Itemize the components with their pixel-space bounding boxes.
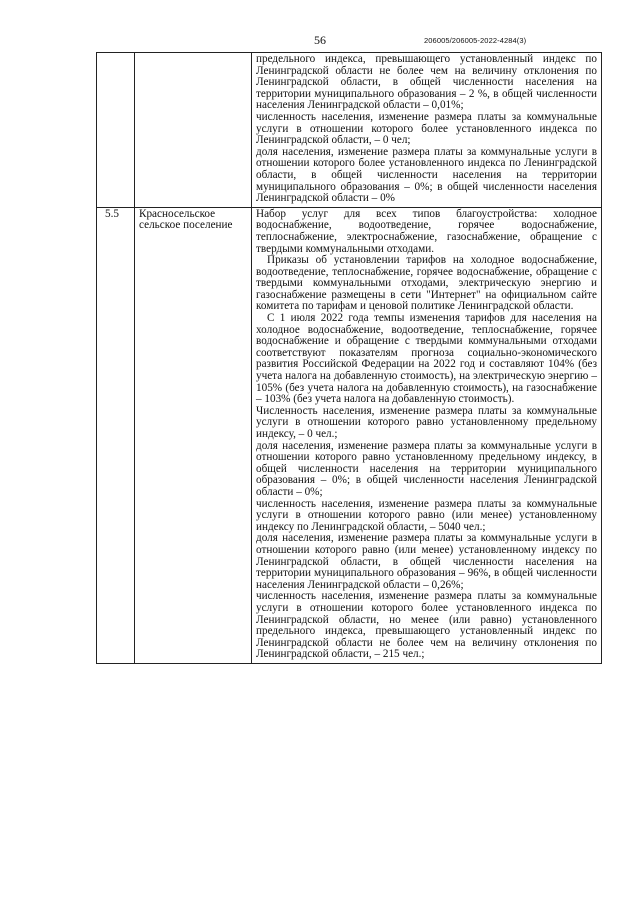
paragraph: предельного индекса, превышающего установленный индекс по Ленинградской области не более чем на величину отклонения по Ленинградской области, в общей численности населения на территории муниципального образования – 2 %, в общей численности населения Ленинградской области – 0,01%; — [256, 53, 597, 112]
document-id: 206005/206005-2022-4284(3) — [424, 36, 527, 45]
row-description — [252, 207, 602, 663]
paragraph: С 1 июля 2022 года темпы изменения тарифов для населения на холодное водоснабжение, водоотведение, теплоснабжение, горячее водоснабжение и обращение с твердыми коммунальными отходами соответствуют показателям прогноза социально-экономического развития Российской Федерации на 2022 год и составляют 104% (без учета налога на добавленную стоимость), на электрическую энергию – 105% (без учета налога на добавленную стоимость), на газоснабжение – 103% (без учета налога на добавленную стоимость). — [256, 312, 597, 406]
row-number — [97, 53, 135, 208]
paragraph: Набор услуг для всех типов благоустройства: холодное водоснабжение, водоотведение, горячее водоснабжение, теплоснабжение, электроснабжение, газоснабжение, обращение с твердыми коммунальными отходами. — [256, 207, 597, 255]
paragraph: доля населения, изменение размера платы за коммунальные услуги в отношении которого более установленного индекса по Ленинградской области, в общей численности населения на территории муниципального образования – 0%; в общей численности населения Ленинградской области – 0% — [256, 145, 597, 205]
table-row — [97, 53, 602, 208]
municipality-name — [135, 53, 252, 208]
tariff-table — [96, 52, 602, 664]
paragraph: численность населения, изменение размера платы за коммунальные услуги в отношении которого более установленного индекса по Ленинградской области, – 0 чел; — [256, 110, 597, 147]
table-row — [97, 207, 602, 663]
page-number: 56 — [314, 33, 326, 47]
paragraph: численность населения, изменение размера платы за коммунальные услуги в отношении которого равно (или менее) установленному индексу по Ленинградской области, – 5040 чел.; — [256, 497, 597, 533]
paragraph: Численность населения, изменение размера платы за коммунальные услуги в отношении которого равно установленному предельному индексу, – 0 чел.; — [256, 404, 597, 440]
row-number: 5.5 — [97, 207, 135, 663]
paragraph: доля населения, изменение размера платы за коммунальные услуги в отношении которого равно (или менее) установленному индексу по Ленинградской области, в общей численности населения на территории муниципального образования – 96%, в общей численности населения Ленинградской области – 0,26%; — [256, 532, 597, 591]
municipality-name: Красносельское сельское поселение — [135, 207, 252, 663]
paragraph: Приказы об установлении тарифов на холодное водоснабжение, водоотведение, теплоснабжение, горячее водоснабжение, обращение с твердыми коммунальными отходами, электрическую энергию и газоснабжение размещены в сети "Интернет" на официальном сайте комитета по тарифам и ценовой политике Ленинградской области. — [256, 254, 597, 313]
paragraph: численность населения, изменение размера платы за коммунальные услуги в отношении которого более установленного индекса по Ленинградской области, но менее (или равно) установленного предельного индекса, превышающего установленный индекс по Ленинградской области не более чем на величину отклонения по Ленинградской области, – 215 чел.; — [256, 590, 597, 661]
paragraph: доля населения, изменение размера платы за коммунальные услуги в отношении которого равно установленному предельному индексу, в общей численности населения на территории муниципального образования – 0%; в общей численности населения Ленинградской области – 0%; — [256, 439, 597, 498]
row-description — [252, 53, 602, 208]
